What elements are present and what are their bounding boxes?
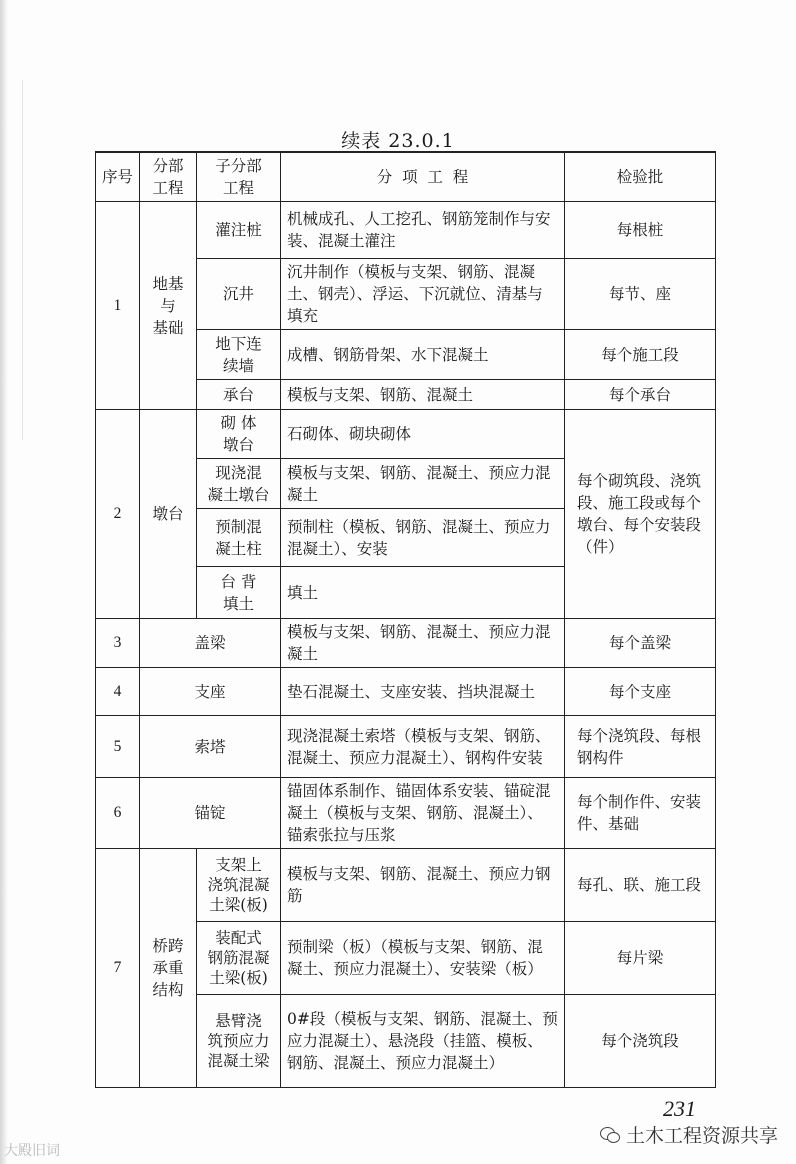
row-batch: 每孔、联、施工段 [565,849,716,922]
watermark-right [600,1121,778,1148]
row-subpart: 承台 [197,380,281,410]
row-items: 0#段（模板与支架、钢筋、混凝土、预应力混凝土）、悬浇段（挂篮、模板、钢筋、混凝土、预应力混凝土） [281,995,565,1088]
row-batch: 每个砌筑段、浇筑段、施工段或每个墩台、每个安装段（件） [565,410,716,619]
watermark-right-text: 土木工程资源共享 [625,1125,778,1147]
row-items: 沉井制作（模板与支架、钢筋、混凝土、钢壳）、浮运、下沉就位、清基与填充 [281,259,565,330]
page-fold-shadow [0,0,8,1164]
table-row [96,668,716,716]
row-batch: 每个浇筑段 [565,995,716,1088]
row-part: 地基与 基础 [140,202,197,410]
row-seq: 6 [96,778,140,849]
table-row [96,778,716,849]
table-row [96,619,716,668]
row-batch: 每片梁 [565,922,716,995]
row-subpart: 灌注桩 [197,202,281,259]
header-batch: 检验批 [565,152,716,202]
row-items: 模板与支架、钢筋、混凝土、预应力混凝土 [281,619,565,668]
header-part: 分部 工程 [140,152,197,202]
header-seq: 序号 [96,152,140,202]
header-subpart: 子分部 工程 [197,152,281,202]
row-part: 支座 [140,668,281,716]
row-subpart: 地下连 续墙 [197,330,281,380]
row-batch: 每个浇筑段、每根钢构件 [565,716,716,778]
row-items: 现浇混凝土索塔（模板与支架、钢筋、混凝土、预应力混凝土）、钢构件安装 [281,716,565,778]
row-items: 模板与支架、钢筋、混凝土 [281,380,565,410]
row-subpart: 砌 体 墩台 [197,410,281,459]
row-items: 机械成孔、人工挖孔、钢筋笼制作与安装、混凝土灌注 [281,202,565,259]
row-seq: 1 [96,202,140,410]
wechat-icon [600,1127,620,1143]
row-items: 预制梁（板）（模板与支架、钢筋、混凝土、预应力混凝土）、安装梁（板） [281,922,565,995]
page-number: 231 [663,1096,696,1121]
table-caption: 续表 23.0.1 [341,130,455,152]
row-items: 成槽、钢筋骨架、水下混凝土 [281,330,565,380]
row-batch: 每个承台 [565,380,716,410]
row-seq: 2 [96,410,140,619]
row-batch: 每个制作件、安装件、基础 [565,778,716,849]
row-subpart: 沉井 [197,259,281,330]
row-subpart: 装配式 钢筋混凝 土梁(板) [197,922,281,995]
row-batch: 每节、座 [565,259,716,330]
row-items: 模板与支架、钢筋、混凝土、预应力钢筋 [281,849,565,922]
row-part: 锚锭 [140,778,281,849]
row-part: 桥跨 承重 结构 [140,849,197,1088]
table-row [96,410,716,459]
inspection-table [95,151,716,1088]
row-subpart: 支架上 浇筑混凝 土梁(板) [197,849,281,922]
row-seq: 4 [96,668,140,716]
row-items: 填土 [281,567,565,619]
row-part: 盖梁 [140,619,281,668]
table-header-row [96,152,716,202]
table-row [96,202,716,259]
row-items: 模板与支架、钢筋、混凝土、预应力混凝土 [281,459,565,509]
row-subpart: 预制混 凝土柱 [197,509,281,567]
row-items: 石砌体、砌块砌体 [281,410,565,459]
row-seq: 3 [96,619,140,668]
row-part: 索塔 [140,716,281,778]
table-row [96,716,716,778]
row-subpart: 悬臂浇 筑预应力 混凝土梁 [197,995,281,1088]
row-subpart: 台 背 填土 [197,567,281,619]
row-batch: 每个支座 [565,668,716,716]
row-batch: 每个施工段 [565,330,716,380]
row-items: 垫石混凝土、支座安装、挡块混凝土 [281,668,565,716]
row-batch: 每根桩 [565,202,716,259]
row-seq: 5 [96,716,140,778]
watermark-left: 大殿旧词 [4,1143,60,1159]
row-batch: 每个盖梁 [565,619,716,668]
row-items: 锚固体系制作、锚固体系安装、锚碇混凝土（模板与支架、钢筋、混凝土）、锚索张拉与压浆 [281,778,565,849]
row-items: 预制柱（模板、钢筋、混凝土、预应力混凝土）、安装 [281,509,565,567]
table-row [96,849,716,922]
row-part: 墩台 [140,410,197,619]
row-subpart: 现浇混 凝土墩台 [197,459,281,509]
row-seq: 7 [96,849,140,1088]
header-items: 分 项 工 程 [281,152,565,202]
